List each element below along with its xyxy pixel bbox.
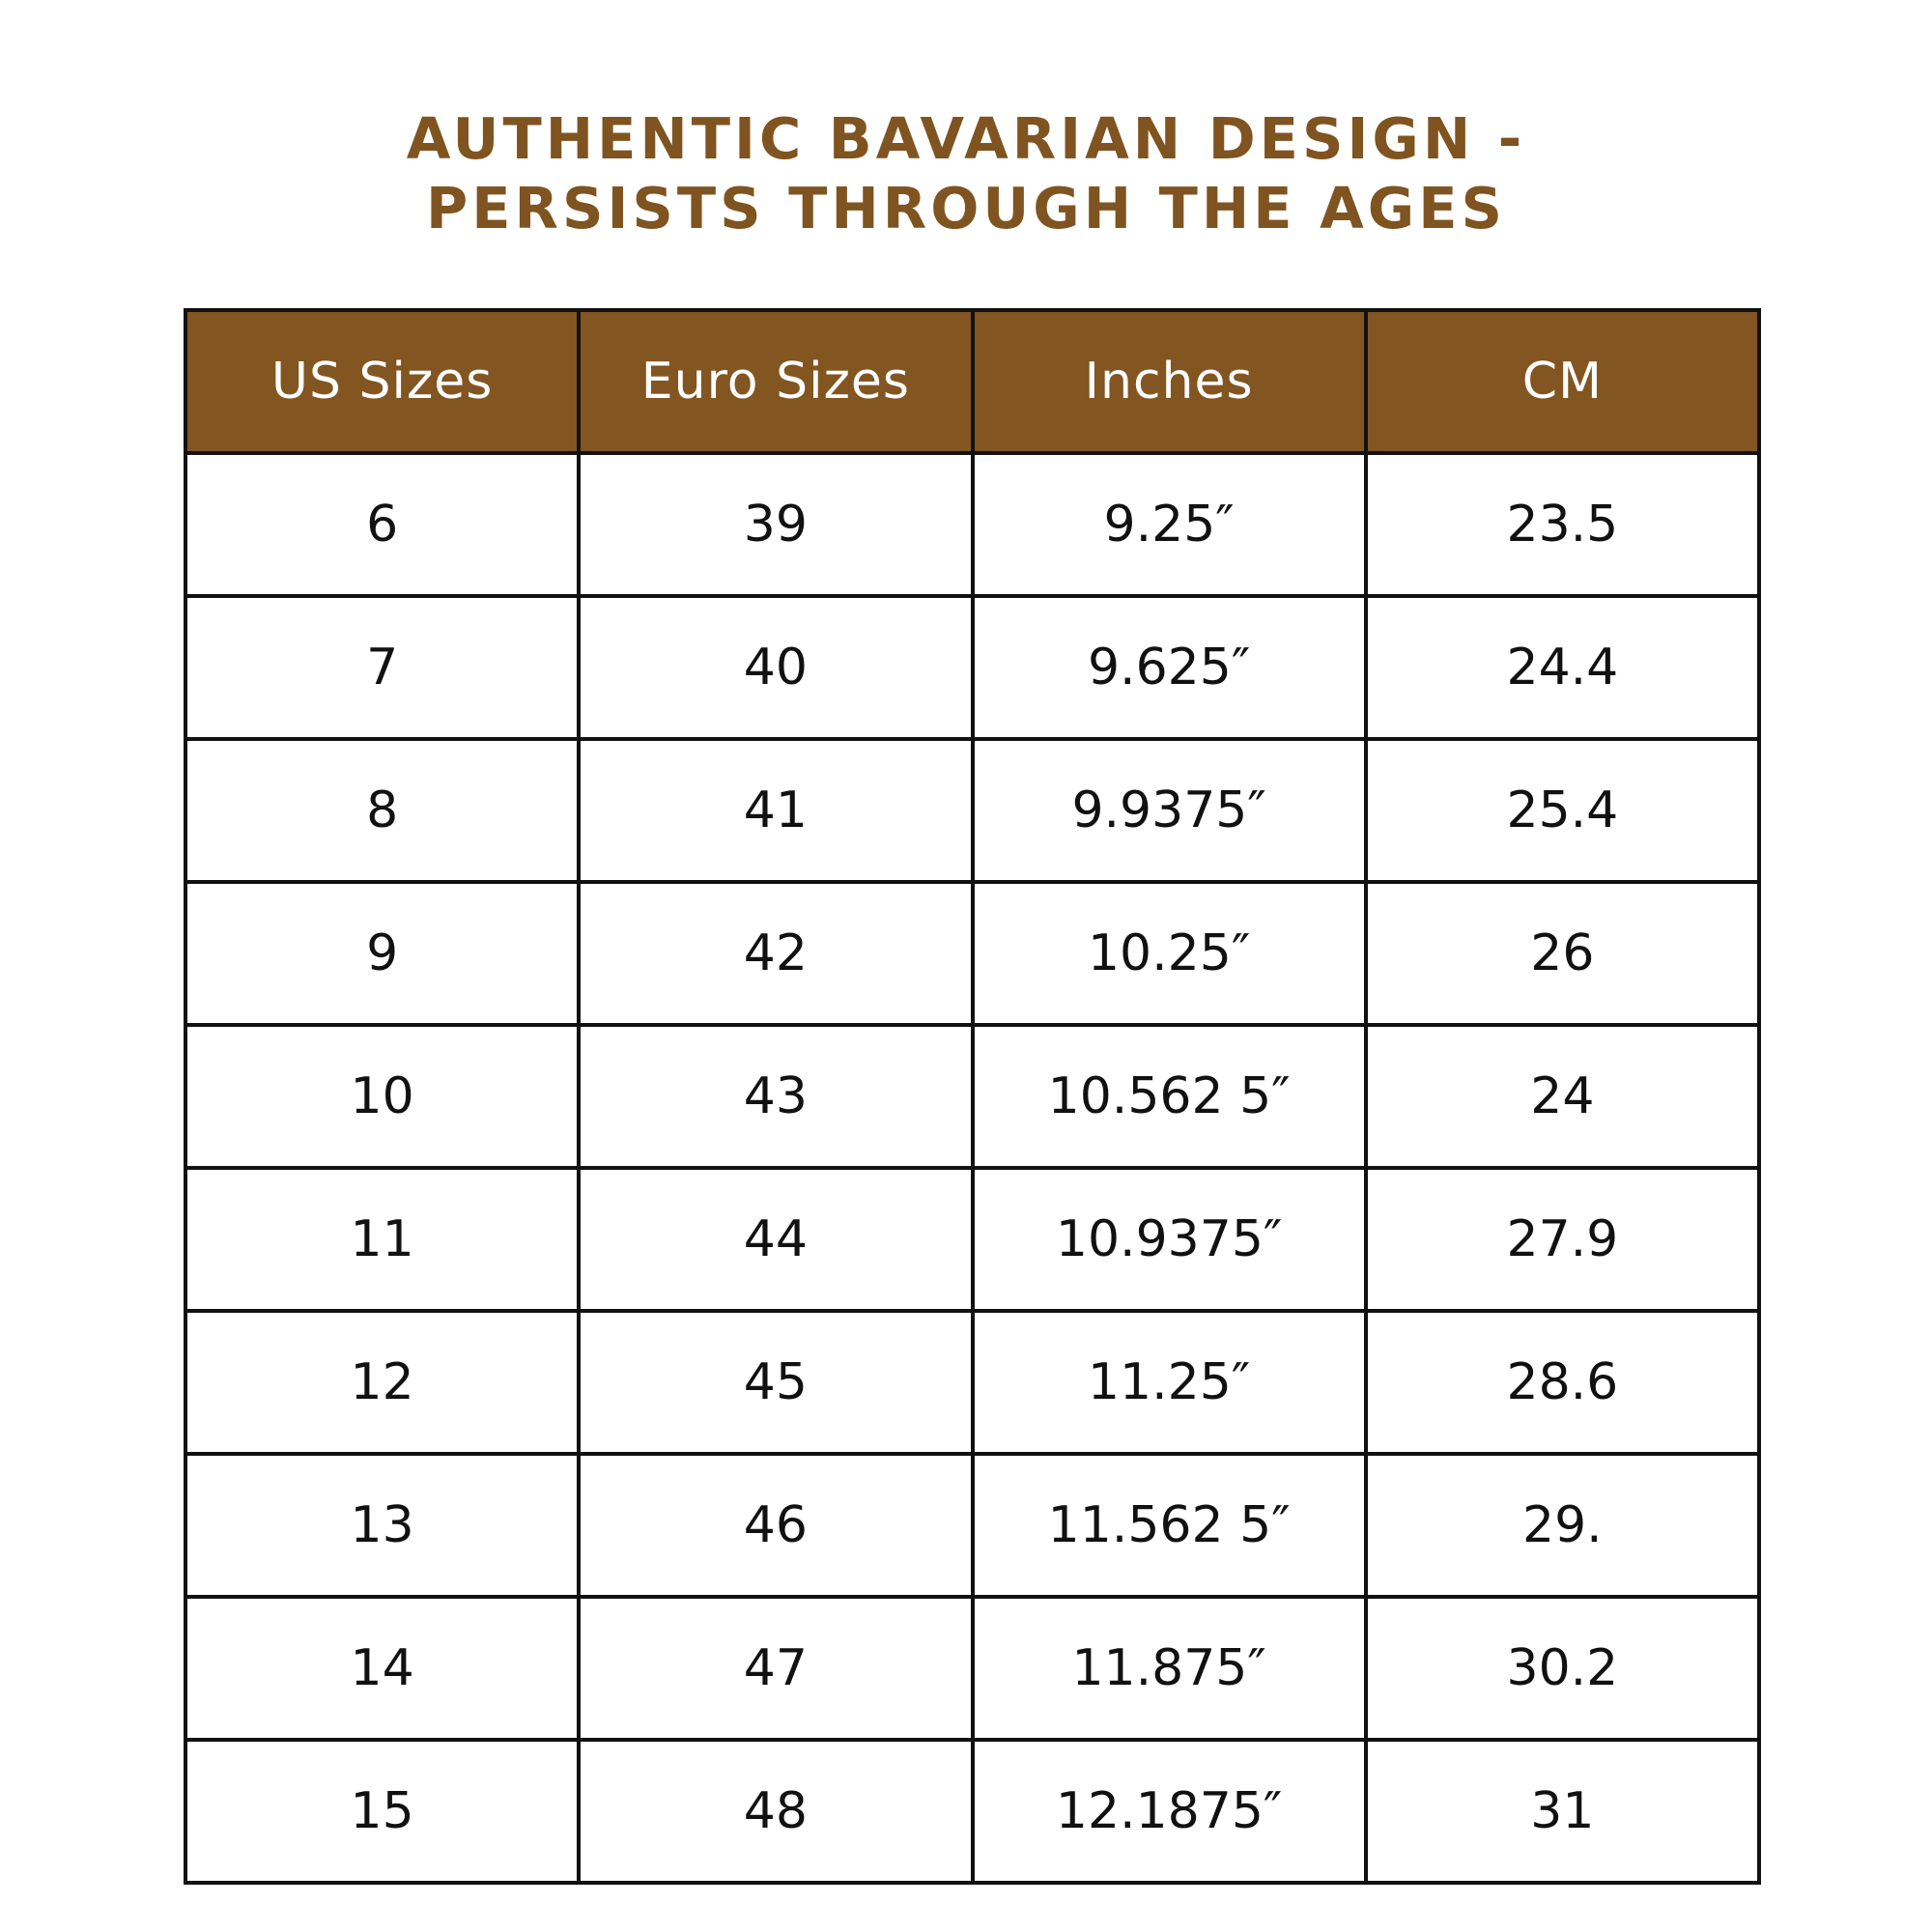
- cell-inches: 11.875″: [973, 1597, 1366, 1740]
- cell-us-size: 14: [185, 1597, 579, 1740]
- table-row: [185, 1025, 1759, 1168]
- table-body: [185, 453, 1759, 1883]
- cell-cm: 25.4: [1366, 739, 1759, 882]
- cell-cm: 24: [1366, 1025, 1759, 1168]
- size-chart-table: [184, 308, 1761, 1885]
- cell-us-size: 13: [185, 1454, 579, 1597]
- cell-inches: 9.9375″: [973, 739, 1366, 882]
- cell-inches: 9.25″: [973, 453, 1366, 596]
- cell-inches: 12.1875″: [973, 1740, 1366, 1883]
- cell-cm: 29.: [1366, 1454, 1759, 1597]
- cell-us-size: 15: [185, 1740, 579, 1883]
- cell-euro-size: 46: [579, 1454, 972, 1597]
- cell-us-size: 12: [185, 1311, 579, 1454]
- cell-inches: 11.562 5″: [973, 1454, 1366, 1597]
- cell-euro-size: 44: [579, 1168, 972, 1311]
- cell-euro-size: 39: [579, 453, 972, 596]
- cell-cm: 23.5: [1366, 453, 1759, 596]
- cell-us-size: 10: [185, 1025, 579, 1168]
- cell-us-size: 7: [185, 596, 579, 739]
- table-row: [185, 1454, 1759, 1597]
- cell-cm: 26: [1366, 882, 1759, 1025]
- table-row: [185, 882, 1759, 1025]
- table-row: [185, 1597, 1759, 1740]
- title-line-2: PERSISTS THROUGH THE AGES: [425, 175, 1506, 242]
- cell-us-size: 9: [185, 882, 579, 1025]
- cell-euro-size: 42: [579, 882, 972, 1025]
- cell-us-size: 6: [185, 453, 579, 596]
- cell-cm: 30.2: [1366, 1597, 1759, 1740]
- cell-euro-size: 41: [579, 739, 972, 882]
- table-row: [185, 596, 1759, 739]
- cell-euro-size: 48: [579, 1740, 972, 1883]
- cell-cm: 27.9: [1366, 1168, 1759, 1311]
- cell-euro-size: 40: [579, 596, 972, 739]
- table-row: [185, 453, 1759, 596]
- cell-inches: 11.25″: [973, 1311, 1366, 1454]
- title-line-1: AUTHENTIC BAVARIAN DESIGN -: [406, 105, 1526, 172]
- table-row: [185, 1740, 1759, 1883]
- cell-cm: 24.4: [1366, 596, 1759, 739]
- cell-us-size: 11: [185, 1168, 579, 1311]
- cell-cm: 28.6: [1366, 1311, 1759, 1454]
- page-title: [0, 104, 1932, 243]
- cell-inches: 10.9375″: [973, 1168, 1366, 1311]
- cell-cm: 31: [1366, 1740, 1759, 1883]
- cell-inches: 9.625″: [973, 596, 1366, 739]
- table-row: [185, 739, 1759, 882]
- table-row: [185, 1168, 1759, 1311]
- cell-euro-size: 45: [579, 1311, 972, 1454]
- cell-inches: 10.25″: [973, 882, 1366, 1025]
- header-euro-sizes: Euro Sizes: [579, 310, 972, 453]
- cell-euro-size: 43: [579, 1025, 972, 1168]
- cell-us-size: 8: [185, 739, 579, 882]
- cell-inches: 10.562 5″: [973, 1025, 1366, 1168]
- table-header: [185, 310, 1759, 453]
- header-row: [185, 310, 1759, 453]
- header-us-sizes: US Sizes: [185, 310, 579, 453]
- table-row: [185, 1311, 1759, 1454]
- header-inches: Inches: [973, 310, 1366, 453]
- header-cm: CM: [1366, 310, 1759, 453]
- cell-euro-size: 47: [579, 1597, 972, 1740]
